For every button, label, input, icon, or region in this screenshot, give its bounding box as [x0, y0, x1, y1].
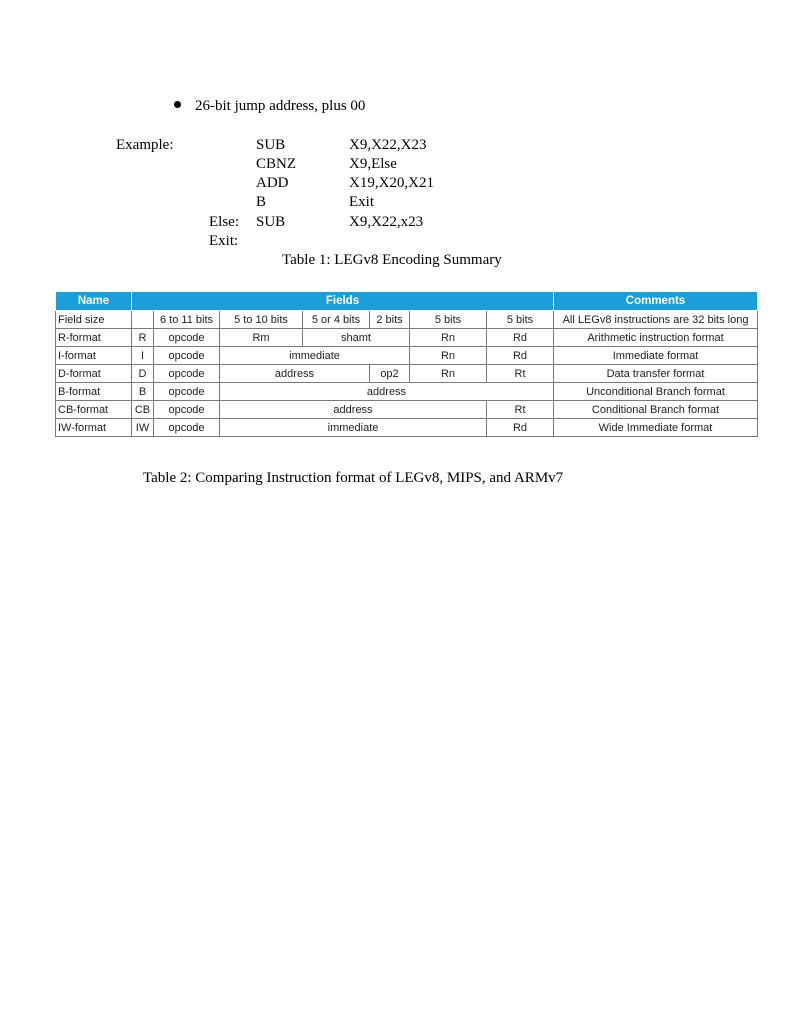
row-code: B	[132, 383, 154, 401]
opcode-field: opcode	[154, 347, 220, 365]
row-name: B-format	[56, 383, 132, 401]
table-header-row	[56, 292, 758, 311]
address-field: address	[220, 401, 487, 419]
opcode-field: opcode	[154, 383, 220, 401]
code-operands: X9,Else	[349, 156, 397, 172]
row-name: Field size	[56, 311, 132, 329]
code-opcode: B	[256, 194, 267, 210]
shamt-field: shamt	[303, 329, 410, 347]
code-label: Else:	[209, 214, 239, 230]
code-operands: X9,X22,x23	[349, 214, 424, 230]
field-size-cell: 6 to 11 bits	[154, 311, 220, 329]
row-name: I-format	[56, 347, 132, 365]
table-row-i-format	[56, 347, 758, 365]
row-comment: All LEGv8 instructions are 32 bits long	[554, 311, 758, 329]
field-size-cell: 5 bits	[487, 311, 554, 329]
row-comment: Conditional Branch format	[554, 401, 758, 419]
bullet-item	[174, 96, 365, 116]
legv8-encoding-table	[55, 291, 758, 437]
opcode-field: opcode	[154, 419, 220, 437]
bullet-dot-icon	[174, 101, 181, 108]
code-operands: X9,X22,X23	[349, 137, 427, 153]
immediate-field: immediate	[220, 347, 410, 365]
bullet-text: 26-bit jump address, plus 00	[195, 98, 366, 114]
code-opcode: SUB	[256, 214, 286, 230]
opcode-field: opcode	[154, 401, 220, 419]
header-comments: Comments	[554, 292, 758, 311]
code-label: Exit:	[209, 233, 239, 249]
rd-field: Rd	[487, 347, 554, 365]
table-2-caption: Table 2: Comparing Instruction format of LEGv8, MIPS, and ARMv7	[143, 470, 564, 486]
table-row-b-format	[56, 383, 758, 401]
row-comment: Arithmetic instruction format	[554, 329, 758, 347]
code-opcode: CBNZ	[256, 156, 297, 172]
rd-field: Rd	[487, 419, 554, 437]
rt-field: Rt	[487, 365, 554, 383]
code-opcode: ADD	[256, 175, 289, 191]
table-row-d-format	[56, 365, 758, 383]
row-name: R-format	[56, 329, 132, 347]
rn-field: Rn	[410, 329, 487, 347]
header-name: Name	[56, 292, 132, 311]
code-opcode: SUB	[256, 137, 286, 153]
row-comment: Data transfer format	[554, 365, 758, 383]
immediate-field: immediate	[220, 419, 487, 437]
header-fields: Fields	[132, 292, 554, 311]
row-code: CB	[132, 401, 154, 419]
table-1-caption: Table 1: LEGv8 Encoding Summary	[282, 252, 502, 268]
row-comment: Wide Immediate format	[554, 419, 758, 437]
opcode-field: opcode	[154, 329, 220, 347]
example-label: Example:	[116, 137, 174, 153]
row-name: IW-format	[56, 419, 132, 437]
rd-field: Rd	[487, 329, 554, 347]
field-size-cell: 5 or 4 bits	[303, 311, 370, 329]
row-code	[132, 311, 154, 329]
table-row-field-size	[56, 311, 758, 329]
address-field: address	[220, 365, 370, 383]
opcode-field: opcode	[154, 365, 220, 383]
table-row-r-format	[56, 329, 758, 347]
table-row-iw-format	[56, 419, 758, 437]
row-comment: Unconditional Branch format	[554, 383, 758, 401]
op2-field: op2	[370, 365, 410, 383]
row-code: I	[132, 347, 154, 365]
row-code: D	[132, 365, 154, 383]
row-comment: Immediate format	[554, 347, 758, 365]
row-name: CB-format	[56, 401, 132, 419]
row-code: R	[132, 329, 154, 347]
row-code: IW	[132, 419, 154, 437]
rt-field: Rt	[487, 401, 554, 419]
field-size-cell: 2 bits	[370, 311, 410, 329]
row-name: D-format	[56, 365, 132, 383]
rn-field: Rn	[410, 365, 487, 383]
field-size-cell: 5 bits	[410, 311, 487, 329]
table-row-cb-format	[56, 401, 758, 419]
code-operands: Exit	[349, 194, 374, 210]
code-operands: X19,X20,X21	[349, 175, 434, 191]
field-size-cell: 5 to 10 bits	[220, 311, 303, 329]
rm-field: Rm	[220, 329, 303, 347]
rn-field: Rn	[410, 347, 487, 365]
address-field: address	[220, 383, 554, 401]
